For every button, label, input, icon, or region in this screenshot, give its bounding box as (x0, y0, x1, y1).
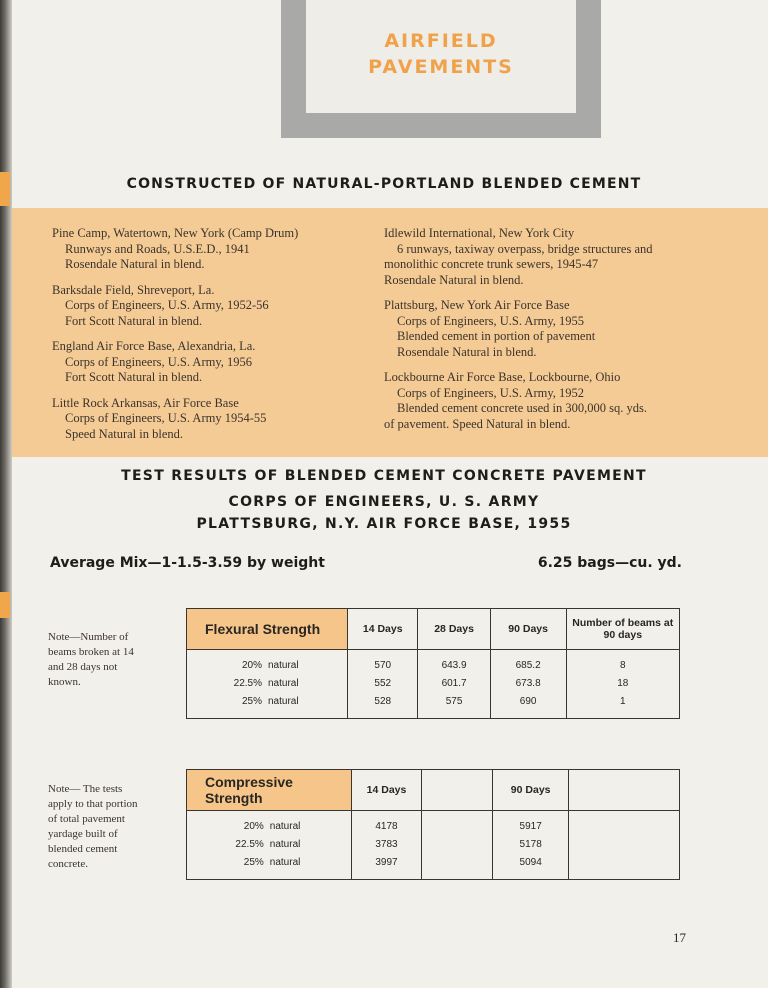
value-empty (569, 835, 680, 853)
header-14-days: 14 Days (348, 609, 418, 650)
project-detail: monolithic concrete trunk sewers, 1945-47 (384, 257, 599, 271)
page-title (306, 28, 576, 80)
value-beams: 8 (566, 650, 679, 675)
compressive-strength-label: Compressive Strength (187, 770, 352, 811)
table-row (187, 674, 680, 692)
value-14-days: 570 (348, 650, 418, 675)
value-14-days: 528 (348, 692, 418, 719)
project-blend: Rosendale Natural in blend. (384, 272, 524, 287)
project-blend: Speed Natural in blend. (65, 426, 184, 441)
flexural-strength-table (186, 608, 680, 719)
project-detail: 6 runways, taxiway overpass, bridge structures and (397, 241, 653, 256)
compressive-strength-table (186, 769, 680, 880)
table-row (187, 853, 680, 880)
project-blend: Rosendale Natural in blend. (65, 257, 205, 271)
project-item (384, 226, 704, 288)
project-blend: Fort Scott Natural in blend. (65, 313, 203, 328)
project-item (52, 396, 352, 443)
mix-percentage: 20% natural (187, 811, 352, 836)
flexural-strength-label: Flexural Strength (187, 609, 348, 650)
value-28-days: 643.9 (418, 650, 490, 675)
mix-percentage: 25% natural (187, 853, 352, 880)
header-empty (569, 770, 680, 811)
project-detail: Corps of Engineers, U.S. Army, 1952 (397, 385, 585, 400)
value-90-days: 690 (490, 692, 566, 719)
project-item (52, 226, 352, 273)
mix-percentage: 22.5% natural (187, 835, 352, 853)
test-heading-line-1: TEST RESULTS OF BLENDED CEMENT CONCRETE PAVEMENT (121, 468, 647, 484)
value-empty (422, 853, 493, 880)
project-name: England Air Force Base, Alexandria, La. (52, 339, 256, 353)
table-row (187, 835, 680, 853)
mix-percentage: 22.5% natural (187, 674, 348, 692)
page-title-line-1: AIRFIELD (384, 30, 498, 52)
header-number-of-beams: Number of beams at 90 days (566, 609, 679, 650)
value-14-days: 3997 (351, 853, 422, 880)
project-detail: Corps of Engineers, U.S. Army, 1956 (65, 354, 253, 369)
project-item (52, 339, 352, 386)
project-item (52, 283, 352, 330)
value-14-days: 552 (348, 674, 418, 692)
project-blend: of pavement. Speed Natural in blend. (384, 416, 571, 431)
value-14-days: 3783 (351, 835, 422, 853)
header-90-days: 90 Days (490, 609, 566, 650)
page-title-line-2: PAVEMENTS (368, 56, 514, 78)
value-14-days: 4178 (351, 811, 422, 836)
value-90-days: 673.8 (490, 674, 566, 692)
value-90-days: 685.2 (490, 650, 566, 675)
compressive-note: Note— The tests apply to that portion of total pavement yardage built of blended cement concrete. (48, 783, 138, 870)
project-blend: Rosendale Natural in blend. (397, 344, 537, 359)
table-row (187, 692, 680, 719)
project-blend: Fort Scott Natural in blend. (65, 370, 203, 384)
project-list-right (384, 226, 704, 442)
bags-per-yard-label: 6.25 bags—cu. yd. (537, 555, 682, 571)
project-detail: Blended cement concrete used in 300,000 sq. yds. (397, 401, 647, 415)
mix-percentage: 25% natural (187, 692, 348, 719)
value-empty (569, 811, 680, 836)
table-row (187, 811, 680, 836)
project-name: Barksdale Field, Shreveport, La. (52, 282, 215, 297)
table-header-row (187, 609, 680, 650)
header-28-days: 28 Days (418, 609, 490, 650)
test-heading-line-2: CORPS OF ENGINEERS, U. S. ARMY (228, 494, 540, 510)
header-90-days: 90 Days (492, 770, 568, 811)
value-empty (422, 811, 493, 836)
project-detail: Corps of Engineers, U.S. Army, 1955 (397, 313, 585, 328)
value-90-days: 5094 (492, 853, 568, 880)
value-empty (422, 835, 493, 853)
table-header-row (187, 770, 680, 811)
project-list-left (52, 226, 352, 452)
value-90-days: 5178 (492, 835, 568, 853)
table-row (187, 650, 680, 675)
test-heading-line-3: PLATTSBURG, N.Y. AIR FORCE BASE, 1955 (196, 516, 572, 532)
value-empty (569, 853, 680, 880)
project-item (384, 298, 704, 360)
page-number: 17 (673, 930, 686, 945)
mix-percentage: 20% natural (187, 650, 348, 675)
header-empty (422, 770, 493, 811)
project-name: Lockbourne Air Force Base, Lockbourne, Ohio (384, 370, 621, 384)
header-14-days: 14 Days (351, 770, 422, 811)
project-item (384, 370, 704, 432)
average-mix-label: Average Mix—1-1.5-3.59 by weight (50, 555, 325, 571)
flexural-note: Note—Number of beams broken at 14 and 28 days not known. (48, 631, 134, 688)
section-heading: CONSTRUCTED OF NATURAL-PORTLAND BLENDED CEMENT (126, 176, 642, 192)
project-detail: Corps of Engineers, U.S. Army 1954-55 (65, 411, 267, 425)
project-name: Idlewild International, New York City (384, 226, 575, 240)
edge-tab-marker (0, 592, 10, 618)
project-name: Plattsburg, New York Air Force Base (384, 298, 570, 312)
value-beams: 18 (566, 674, 679, 692)
project-detail: Runways and Roads, U.S.E.D., 1941 (65, 241, 250, 256)
project-name: Pine Camp, Watertown, New York (Camp Drum) (52, 226, 299, 240)
project-detail: Blended cement in portion of pavement (397, 329, 596, 343)
value-28-days: 601.7 (418, 674, 490, 692)
project-detail: Corps of Engineers, U.S. Army, 1952-56 (65, 298, 269, 312)
value-beams: 1 (566, 692, 679, 719)
value-90-days: 5917 (492, 811, 568, 836)
project-name: Little Rock Arkansas, Air Force Base (52, 395, 239, 410)
value-28-days: 575 (418, 692, 490, 719)
